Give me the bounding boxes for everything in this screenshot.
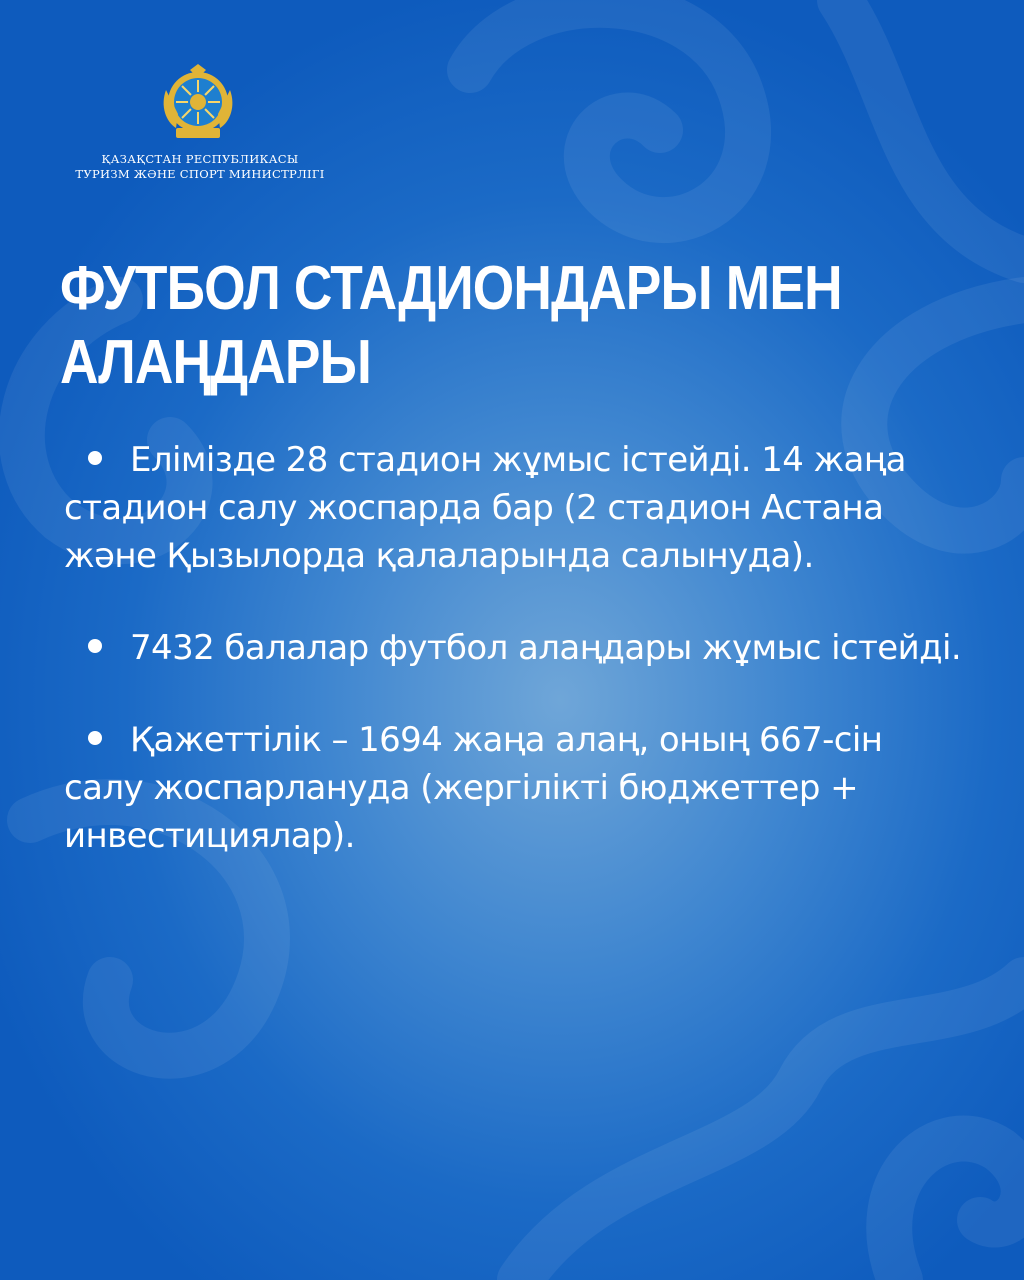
ministry-brand [60,62,360,192]
bullet-dot-icon [88,451,102,465]
ministry-name-line2: ТУРИЗМ ЖӘНЕ СПОРТ МИНИСТРЛІГІ [75,167,325,181]
facts-list [64,436,964,904]
title-line1: ФУТБОЛ СТАДИОНДАРЫ МЕН [60,254,842,323]
bullet-dot-icon [88,639,102,653]
list-item [64,436,964,580]
ministry-name-line1: ҚАЗАҚСТАН РЕСПУБЛИКАСЫ [101,152,299,166]
list-item [64,716,964,860]
state-emblem-icon [156,62,240,146]
page-title [60,252,851,400]
list-item-text: 7432 балалар футбол алаңдары жұмыс істейді. [130,628,962,668]
list-item-text: Елімізде 28 стадион жұмыс істейді. 14 жаңа стадион салу жоспарда бар (2 стадион Астана және Қызылорда қалаларында салынуда). [64,440,906,576]
list-item [64,624,964,672]
list-item-text: Қажеттілік – 1694 жаңа алаң, оның 667-сін салу жоспарлануда (жергілікті бюджеттер + инвестициялар). [64,720,883,856]
bullet-dot-icon [88,731,102,745]
title-line2: АЛАҢДАРЫ [60,328,371,397]
